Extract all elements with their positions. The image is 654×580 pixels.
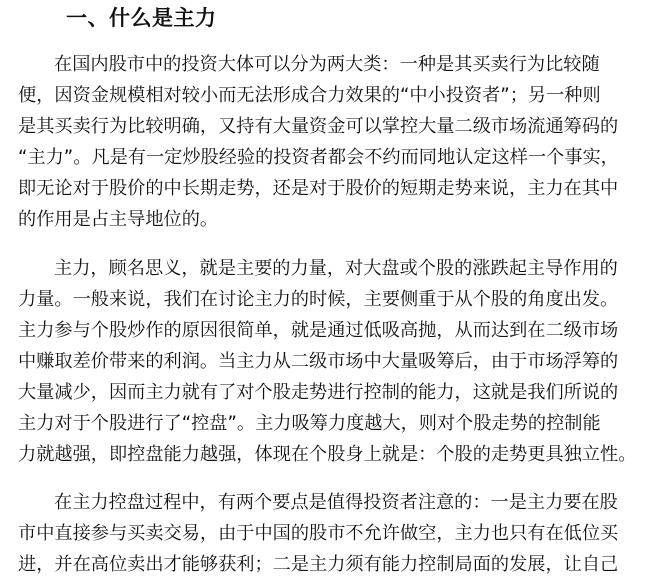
text-line: 的作用是占主导地位的。 bbox=[18, 209, 219, 230]
text-line: 中赚取差价带来的利润。当主力从二级市场中大量吸筹后，由于市场浮筹的 bbox=[18, 351, 619, 372]
text-line: 力就越强，即控盘能力越强，体现在个股身上就是：个股的走势更具独立性。 bbox=[18, 444, 637, 465]
text-line: 主力对于个股进行了“控盘”。主力吸筹力度越大，则对个股走势的控制能 bbox=[18, 413, 601, 434]
text-line: 在国内股市中的投资大体可以分为两大类：一种是其买卖行为比较随 bbox=[54, 54, 600, 75]
text-line: 市中直接参与买卖交易，由于中国的股市不允许做空，主力也只有在低位买 bbox=[18, 523, 619, 544]
text-line: 是其买卖行为比较明确，又持有大量资金可以掌控大量二级市场流通筹码的 bbox=[18, 116, 619, 137]
text-line: 主力参与个股炒作的原因很简单，就是通过低吸高抛，从而达到在二级市场 bbox=[18, 320, 619, 341]
paragraph-3 bbox=[18, 487, 638, 580]
section-heading: 一、什么是主力 bbox=[66, 6, 217, 30]
text-line: 便，因资金规模相对较小而无法形成合力效果的“中小投资者”；另一种则 bbox=[18, 85, 601, 106]
text-line: 在主力控盘过程中，有两个要点是值得投资者注意的：一是主力要在股 bbox=[54, 492, 618, 513]
paragraph-2 bbox=[18, 253, 638, 470]
text-line: 主力，顾名思义，就是主要的力量，对大盘或个股的涨跌起主导作用的 bbox=[54, 258, 618, 279]
paragraph-1 bbox=[18, 49, 638, 235]
text-line: 即无论对于股价的中长期走势，还是对于股价的短期走势来说，主力在其中 bbox=[18, 178, 619, 199]
text-line: 大量减少，因而主力就有了对个股走势进行控制的能力，这就是我们所说的 bbox=[18, 382, 619, 403]
text-line: “主力”。凡是有一定炒股经验的投资者都会不约而同地认定这样一个事实， bbox=[18, 147, 619, 168]
text-line: 进，并在高位卖出才能够获利；二是主力须有能力控制局面的发展，让自己 bbox=[18, 554, 619, 575]
text-line: 力量。一般来说，我们在讨论主力的时候，主要侧重于从个股的角度出发。 bbox=[18, 289, 619, 310]
